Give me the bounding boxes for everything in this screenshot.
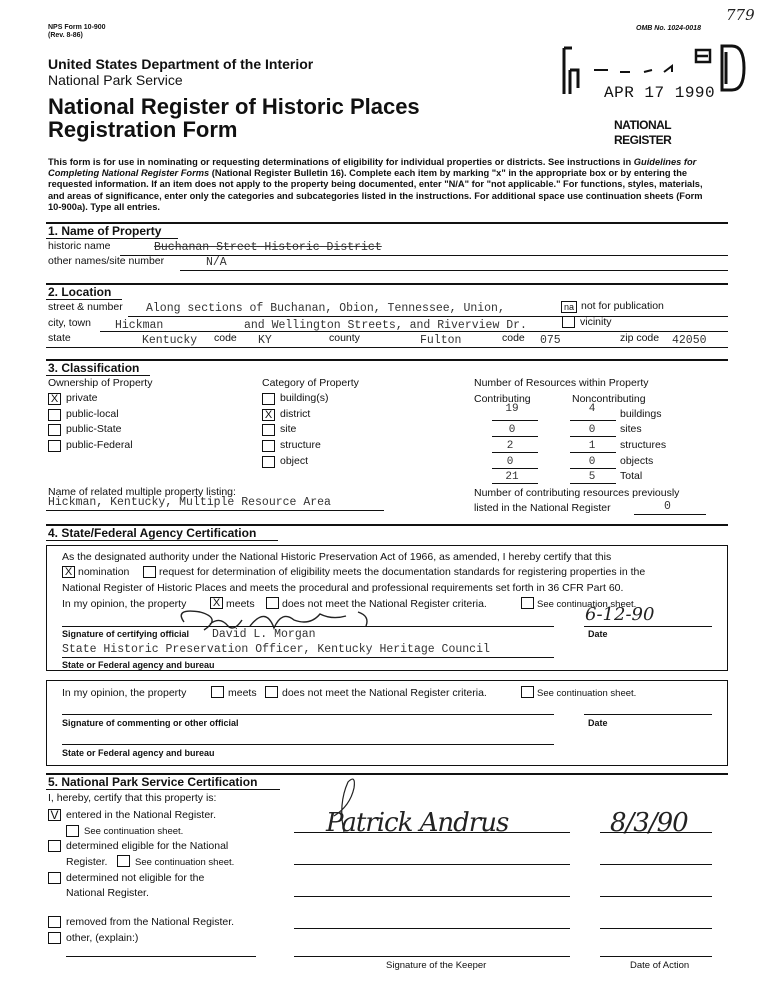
noncontributing-buildings-value[interactable]: 4: [588, 403, 596, 415]
contributing-sites-value[interactable]: 0: [508, 424, 516, 436]
contributing-objects-value[interactable]: 0: [506, 456, 514, 468]
category-district-label: district: [280, 408, 311, 420]
section3-heading: 3. Classification: [48, 361, 140, 375]
category-site-label: site: [280, 423, 297, 435]
signature-certifying-label: Signature of certifying official: [62, 629, 190, 639]
form-number: NPS Form 10-900: [48, 24, 106, 31]
determined-eligible-label: determined eligible for the National: [66, 840, 229, 852]
request-determination-checkbox[interactable]: [143, 566, 156, 578]
noncontributing-objects-value[interactable]: 0: [588, 456, 596, 468]
ownership-private-checkbox[interactable]: X: [48, 393, 61, 405]
zip-value[interactable]: 42050: [672, 334, 707, 347]
county-code-label: code: [502, 332, 525, 344]
field-line: [600, 864, 712, 865]
contributing-total-value[interactable]: 21: [505, 471, 519, 483]
field-line: [294, 956, 570, 957]
removed-label: removed from the National Register.: [66, 916, 235, 928]
section2-heading: 2. Location: [48, 285, 112, 299]
other-checkbox[interactable]: [48, 932, 61, 944]
does-not-meet-label: does not meet the National Register criteria.: [282, 598, 487, 610]
field-line: [46, 510, 384, 511]
field-line: [294, 896, 570, 897]
nomination-checkbox[interactable]: X: [62, 566, 75, 578]
does-not-meet2-checkbox[interactable]: [265, 686, 278, 698]
county-value[interactable]: Fulton: [420, 334, 462, 347]
date-label: Date: [588, 629, 608, 639]
field-line: [570, 468, 616, 469]
city-value[interactable]: Hickman: [115, 319, 164, 332]
vicinity-label: vicinity: [580, 316, 612, 328]
heading-underline: [46, 238, 178, 239]
eligible-continuation-checkbox[interactable]: [117, 855, 130, 867]
resources-total-label: Total: [620, 470, 643, 482]
ownership-private-label: private: [66, 392, 98, 404]
stamp-national: NATIONAL: [614, 118, 672, 132]
field-line: [294, 832, 570, 833]
other-names-value[interactable]: N/A: [206, 256, 227, 269]
opinion-text: In my opinion, the property: [62, 598, 187, 610]
contributing-structures-value[interactable]: 2: [506, 440, 514, 452]
instructions-guidelines-title: Guidelines for Completing National Register Forms: [48, 157, 697, 179]
service-name: National Park Service: [48, 72, 183, 88]
eligible-continuation-label: See continuation sheet.: [135, 857, 235, 868]
field-line: [584, 714, 712, 715]
field-line: [66, 956, 256, 957]
street-label: street & number: [48, 301, 123, 313]
ownership-label: Ownership of Property: [48, 377, 153, 389]
noncontributing-label: Noncontributing: [572, 393, 646, 405]
form-revision: (Rev. 8-86): [48, 32, 83, 39]
determined-not-eligible-checkbox[interactable]: [48, 872, 61, 884]
state-code-value[interactable]: KY: [258, 334, 272, 347]
county-code-value[interactable]: 075: [540, 334, 561, 347]
does-not-meet2-label: does not meet the National Register criteria.: [282, 687, 487, 699]
field-line: [570, 436, 616, 437]
field-line: [492, 436, 538, 437]
entered-continuation-checkbox[interactable]: [66, 825, 79, 837]
ownership-public-local-label: public-local: [66, 408, 119, 420]
ownership-public-state-checkbox[interactable]: [48, 424, 61, 436]
section5-heading: 5. National Park Service Certification: [48, 775, 258, 789]
zip-label: zip code: [620, 332, 660, 344]
entered-checkbox[interactable]: V: [48, 809, 61, 821]
agency-bureau-label: State or Federal agency and bureau: [62, 660, 215, 670]
contributing-label: Contributing: [474, 393, 531, 405]
commenting-signature-label: Signature of commenting or other official: [62, 718, 239, 728]
certification-text-1: As the designated authority under the National Historic Preservation Act of 1966, as amended, I hereby certify that this: [62, 551, 612, 563]
field-line: [294, 928, 570, 929]
not-for-publication-label: not for publication: [581, 300, 664, 312]
stamp-date: APR 17 1990: [604, 84, 716, 102]
field-line: [584, 626, 712, 627]
field-line: [600, 928, 712, 929]
resources-structures-label: structures: [620, 439, 667, 451]
determined-not-eligible-label: determined not eligible for the: [66, 872, 205, 884]
date-of-action-label: Date of Action: [630, 960, 690, 971]
field-line: [570, 420, 616, 421]
heading-underline: [46, 540, 278, 541]
form-title: National Register of Historic Places: [48, 94, 420, 119]
nomination-label: nomination: [78, 566, 130, 578]
certifier-name[interactable]: David L. Morgan: [212, 628, 316, 641]
contributing-buildings-value[interactable]: 19: [505, 403, 519, 415]
determined-not-eligible-label-2: National Register.: [66, 887, 149, 899]
field-line: [294, 864, 570, 865]
category-buildings-label: building(s): [280, 392, 329, 404]
city-label: city, town: [48, 317, 91, 329]
field-line: [600, 956, 712, 957]
category-site-checkbox[interactable]: [262, 424, 275, 436]
field-line: [128, 316, 728, 317]
field-line: [492, 468, 538, 469]
category-object-label: object: [280, 455, 309, 467]
ownership-public-federal-label: public-Federal: [66, 439, 133, 451]
historic-name-value[interactable]: Buchanan Street Historic District: [154, 241, 382, 254]
opinion2-text: In my opinion, the property: [62, 687, 187, 699]
section1-heading: 1. Name of Property: [48, 224, 162, 238]
omb-number: OMB No. 1024-0018: [636, 25, 701, 32]
field-line: [492, 452, 538, 453]
not-for-publication-checkbox[interactable]: na: [561, 301, 577, 313]
field-line: [62, 744, 554, 745]
date2-label: Date: [588, 718, 608, 728]
received-stamp: [560, 42, 750, 152]
historic-name-label: historic name: [48, 240, 111, 252]
noncontributing-total-value[interactable]: 5: [588, 471, 596, 483]
section-divider: [46, 283, 728, 285]
meets-label: meets: [226, 598, 255, 610]
category-buildings-checkbox[interactable]: [262, 393, 275, 405]
ownership-public-state-label: public-State: [66, 423, 122, 435]
field-line: [62, 714, 554, 715]
field-line: [570, 483, 616, 484]
removed-checkbox[interactable]: [48, 916, 61, 928]
heading-underline: [46, 789, 280, 790]
certification-text-2: request for determination of eligibility meets the documentation standards for registering properties in the: [159, 566, 646, 578]
continuation-sheet-label: See continuation sheet.: [537, 599, 637, 610]
ownership-public-federal-checkbox[interactable]: [48, 440, 61, 452]
field-line: [62, 626, 554, 627]
category-object-checkbox[interactable]: [262, 456, 275, 468]
vicinity-checkbox[interactable]: [562, 316, 575, 328]
keeper-signature: Patrick Andrus: [326, 808, 509, 838]
instructions-paragraph: [48, 157, 718, 213]
corner-handwritten-number: 779: [726, 6, 755, 24]
resources-sites-label: sites: [620, 423, 642, 435]
certifier-agency[interactable]: State Historic Preservation Officer, Kentucky Heritage Council: [62, 643, 490, 656]
section4-heading: 4. State/Federal Agency Certification: [48, 526, 257, 540]
resources-objects-label: objects: [620, 455, 654, 467]
heading-underline: [46, 299, 122, 300]
multiple-property-value[interactable]: Hickman, Kentucky, Multiple Resource Area: [48, 496, 331, 509]
continuation-sheet-checkbox[interactable]: [521, 597, 534, 609]
other-names-label: other names/site number: [48, 255, 165, 267]
state-value[interactable]: Kentucky: [142, 334, 198, 347]
meets2-checkbox[interactable]: [211, 686, 224, 698]
heading-underline: [46, 375, 150, 376]
field-line: [180, 270, 728, 271]
stamp-register: REGISTER: [614, 133, 672, 147]
meets2-label: meets: [228, 687, 257, 699]
keeper-signature-label: Signature of the Keeper: [386, 960, 487, 971]
multiple-property-label: Name of related multiple property listing:: [48, 486, 236, 498]
noncontributing-structures-value[interactable]: 1: [588, 440, 596, 452]
previously-listed-label: Number of contributing resources previously: [474, 487, 680, 499]
determined-eligible-checkbox[interactable]: [48, 840, 61, 852]
field-line: [634, 514, 706, 515]
certification-text-3: National Register of Historic Places and meets the procedural and professional requirements set forth in 36 CFR Part 60.: [62, 582, 624, 594]
field-line: [570, 452, 616, 453]
continuation-sheet2-checkbox[interactable]: [521, 686, 534, 698]
field-line: [62, 657, 554, 658]
field-line: [600, 832, 712, 833]
meets-checkbox[interactable]: X: [210, 597, 223, 609]
previously-listed-value[interactable]: 0: [664, 500, 671, 513]
field-line: [46, 347, 728, 348]
field-line: [492, 483, 538, 484]
category-label: Category of Property: [262, 377, 359, 389]
determined-eligible-label-2: Register.: [66, 856, 108, 868]
field-line: [492, 420, 538, 421]
category-structure-label: structure: [280, 439, 321, 451]
previously-listed-label-2: listed in the National Register: [474, 502, 611, 514]
form-subtitle: Registration Form: [48, 117, 238, 142]
section-divider: [46, 359, 728, 361]
field-line: [600, 896, 712, 897]
category-structure-checkbox[interactable]: [262, 440, 275, 452]
category-district-checkbox[interactable]: X: [262, 409, 275, 421]
state-label: state: [48, 332, 71, 344]
ownership-public-local-checkbox[interactable]: [48, 409, 61, 421]
nps-certify-text: I, hereby, certify that this property is:: [48, 792, 217, 804]
instructions-text-cont: (National Register Bulletin 16). Complete each item by marking "x" in the appropriate box or by entering the requested information. If an item does not apply to the property being documented, enter "N/A" for "not applicable." For functions, styles, materials, and areas of significance, enter only the categories and subcategories listed in the instructions. For additional space use continuation sheets (Form 10-900a). Type all entries.: [48, 168, 703, 212]
instructions-text: This form is for use in nominating or requesting determinations of eligibility for individual properties or districts. See instructions in: [48, 157, 634, 167]
agency2-bureau-label: State or Federal agency and bureau: [62, 748, 215, 758]
city-continuation-value[interactable]: and Wellington Streets, and Riverview Dr.: [244, 319, 527, 332]
keeper-date-handwritten: 8/3/90: [610, 808, 688, 838]
resources-buildings-label: buildings: [620, 408, 662, 420]
entered-label: entered in the National Register.: [66, 809, 217, 821]
certification-date-handwritten: 6-12-90: [585, 604, 655, 625]
department-name: United States Department of the Interior: [48, 56, 314, 72]
other-label: other, (explain:): [66, 932, 139, 944]
county-label: county: [329, 332, 360, 344]
noncontributing-sites-value[interactable]: 0: [588, 424, 596, 436]
state-code-label: code: [214, 332, 237, 344]
resources-label: Number of Resources within Property: [474, 377, 649, 389]
street-value[interactable]: Along sections of Buchanan, Obion, Tennessee, Union,: [146, 302, 505, 315]
continuation-sheet2-label: See continuation sheet.: [537, 688, 637, 699]
entered-continuation-label: See continuation sheet.: [84, 826, 184, 837]
